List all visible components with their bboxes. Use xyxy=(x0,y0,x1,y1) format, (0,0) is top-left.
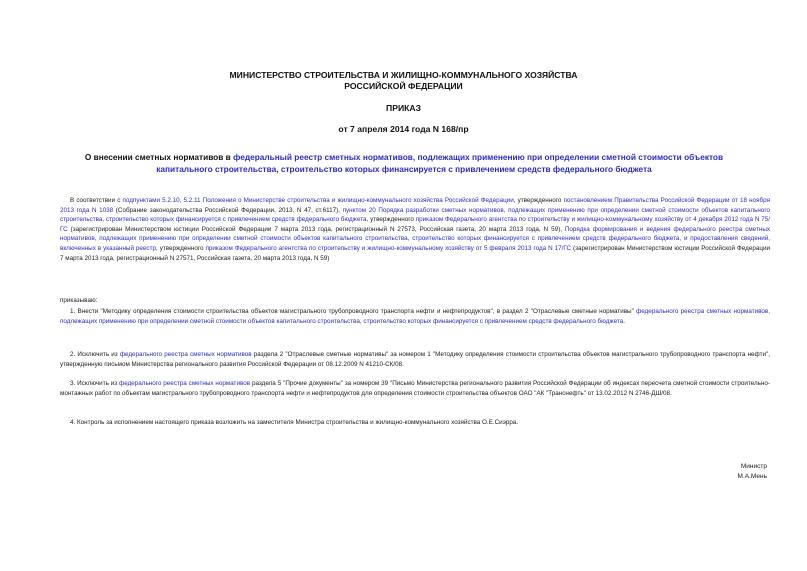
document-type: ПРИКАЗ xyxy=(386,103,421,113)
preamble-text-6: , утвержденного xyxy=(155,244,206,252)
subject-text: О внесении сметных нормативов в xyxy=(84,152,234,162)
preamble-text-4: , утвержденного xyxy=(366,216,416,224)
item-3 xyxy=(60,379,770,398)
item-3-end: раздела 5 "Прочие документы" за номером 39 "Письмо Министерства регионального развития Российской Федерации об индексах пересчета сметной стоимости строительно-монтажных работ по объектам магистрального трубопроводного транспорта нефти и нефтепродуктов для определения стоимости строительства объектов ОАО "АК "Транснефть" от 13.02.2012 N 2746-ДШ/08. xyxy=(60,380,770,397)
subject-link[interactable]: федеральный реестр сметных нормативов, подлежащих применению при определении сметной стоимости объектов капитального строительства, строительство которых финансируется с привлечением средств федерального бюджета xyxy=(156,152,724,174)
ministry-title-line2: РОССИЙСКОЙ ФЕДЕРАЦИИ xyxy=(344,81,463,91)
signature-name: М.А.Мень xyxy=(737,473,767,480)
preamble-paragraph xyxy=(60,196,770,263)
preamble-text-3: (Собрание законодательства Российской Федерации, 2013, N 47, ст.6117), xyxy=(113,206,343,214)
preamble-text-7: (зарегистрирован Министерством юстиции Российской Федерации 7 марта 2013 года, регистрационный N 27571, Российская газета, 20 марта 2013 года, N 59) xyxy=(60,244,770,262)
order-subject xyxy=(60,152,748,175)
preamble-link-paragraph20[interactable]: пунктом 20 Порядка разработки сметных нормативов, подлежащих применению при определении сметной стоимости объектов капитального строительства, строительство которых финансируется с привлечением средств федерального бюджета xyxy=(60,206,771,224)
item-3-link[interactable]: федерального реестра сметных нормативов xyxy=(119,380,251,387)
item-3-text: 3. Исключить из xyxy=(70,380,120,387)
preamble-link-registry-procedure[interactable]: Порядка формирования и ведения федерального реестра сметных нормативов, подлежащих применению при определении сметной стоимости объектов капитального строительства, строительство которых финансируется с привлечением средств федерального бюджета, и предоставления сведений, включенных в указанный реестр xyxy=(60,225,770,252)
item-2-end: раздела 2 "Отраслевые сметные нормативы" за номером 1 "Методику определения стоимости строительства объектов магистрального трубопроводного транспорта нефти", утвержденную письмом Министерства регионального развития Российской Федерации от 08.12.2009 N 41210-СК/08. xyxy=(60,351,770,368)
preamble-text-2: , утвержденного xyxy=(513,197,564,204)
preamble-text-1: В соответствии с xyxy=(70,197,123,204)
item-2-link[interactable]: федерального реестра сметных нормативов xyxy=(119,351,252,358)
item-1-text: 1. Внести "Методику определения стоимости строительства объектов магистрального трубопроводного транспорта нефти и нефтепродуктов", в раздел 2 "Отраслевые сметные нормативы" xyxy=(70,308,637,315)
item-1 xyxy=(60,307,770,326)
item-1-link[interactable]: федерального реестра сметных нормативов, подлежащих применению при определении сметной стоимости объектов капитального строительства, строительство которых финансируется с привлечением средств федерального бюджета xyxy=(60,308,770,325)
item-2-text: 2. Исключить из xyxy=(70,351,120,358)
date-number: от 7 апреля 2014 года N 168/пр xyxy=(338,124,469,134)
preamble-link-resolution[interactable]: постановлением Правительства Российской Федерации от 18 ноября 2013 года N 1038 xyxy=(60,197,770,214)
item-4: 4. Контроль за исполнением настоящего приказа возложить на заместителя Министра строительства и жилищно-коммунального хозяйства О.Е.Сиэрра. xyxy=(70,419,519,426)
item-2 xyxy=(60,350,770,369)
preamble-link-regulation[interactable]: подпунктами 5.2.10, 5.2.11 Положения о Министерстве строительства и жилищно-коммунального хозяйства Российской Федерации xyxy=(122,197,514,204)
preamble-text-5: (зарегистрирован Министерством юстиции Российской Федерации 7 марта 2013 года, регистрационный N 27573, Российская газета, 20 марта 2013 года, N 59), xyxy=(67,225,565,233)
signature-title: Министр xyxy=(740,463,767,470)
preamble-link-order-75[interactable]: приказом Федерального агентства по строительству и жилищно-коммунальному хозяйству от 4 декабря 2012 года N 75/ГС xyxy=(60,216,770,233)
ministry-title-line1: МИНИСТЕРСТВО СТРОИТЕЛЬСТВА И ЖИЛИЩНО-КОММУНАЛЬНОГО ХОЗЯЙСТВА xyxy=(229,70,578,80)
order-word: приказываю: xyxy=(60,297,98,304)
item-1-end: . xyxy=(623,317,625,325)
preamble-link-order-17[interactable]: приказом Федерального агентства по строительству и жилищно-коммунальному хозяйству от 5 февраля 2013 года N 17/ГС xyxy=(205,244,572,252)
